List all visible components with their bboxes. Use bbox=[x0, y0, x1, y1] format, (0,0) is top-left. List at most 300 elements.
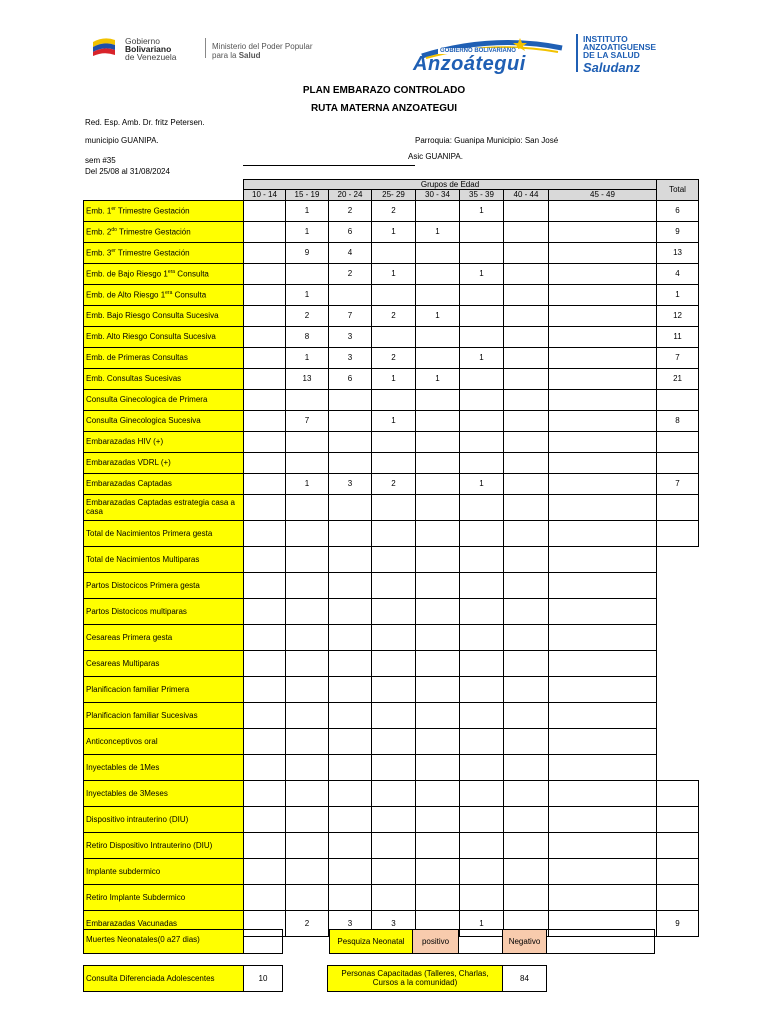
table-cell[interactable] bbox=[329, 702, 372, 728]
table-cell[interactable] bbox=[504, 728, 549, 754]
table-cell[interactable] bbox=[286, 598, 329, 624]
table-cell[interactable] bbox=[416, 494, 460, 520]
table-cell[interactable] bbox=[329, 832, 372, 858]
table-cell[interactable]: 3 bbox=[329, 910, 372, 936]
table-cell[interactable] bbox=[244, 884, 286, 910]
table-cell[interactable] bbox=[244, 284, 286, 305]
table-cell[interactable] bbox=[460, 884, 504, 910]
table-cell[interactable] bbox=[286, 624, 329, 650]
table-cell[interactable]: 1 bbox=[286, 284, 329, 305]
table-cell[interactable]: 1 bbox=[460, 347, 504, 368]
total-cell[interactable] bbox=[657, 884, 699, 910]
table-cell[interactable] bbox=[460, 410, 504, 431]
table-cell[interactable] bbox=[329, 728, 372, 754]
table-cell[interactable] bbox=[549, 754, 657, 780]
table-row bbox=[84, 702, 699, 728]
table-cell[interactable] bbox=[416, 284, 460, 305]
table-cell[interactable] bbox=[244, 650, 286, 676]
table-cell[interactable]: 1 bbox=[286, 221, 329, 242]
table-cell[interactable] bbox=[504, 624, 549, 650]
table-cell[interactable]: 6 bbox=[329, 368, 372, 389]
table-cell[interactable]: 1 bbox=[416, 368, 460, 389]
consulta-adolescentes-value[interactable]: 10 bbox=[243, 965, 283, 992]
table-cell[interactable] bbox=[549, 676, 657, 702]
table-cell[interactable] bbox=[329, 452, 372, 473]
table-cell[interactable] bbox=[372, 452, 416, 473]
table-cell[interactable] bbox=[329, 780, 372, 806]
table-cell[interactable] bbox=[416, 780, 460, 806]
total-cell-blank bbox=[657, 598, 699, 624]
table-cell[interactable]: 1 bbox=[286, 473, 329, 494]
table-cell[interactable] bbox=[416, 806, 460, 832]
row-label bbox=[84, 702, 244, 728]
row-label bbox=[84, 676, 244, 702]
table-cell[interactable] bbox=[416, 624, 460, 650]
table-cell[interactable] bbox=[460, 452, 504, 473]
table-cell[interactable] bbox=[329, 806, 372, 832]
table-cell[interactable] bbox=[504, 494, 549, 520]
table-cell[interactable] bbox=[549, 200, 657, 221]
table-cell[interactable] bbox=[329, 546, 372, 572]
table-cell[interactable] bbox=[504, 598, 549, 624]
table-cell[interactable] bbox=[504, 284, 549, 305]
table-cell[interactable] bbox=[504, 263, 549, 284]
table-cell[interactable] bbox=[372, 284, 416, 305]
table-cell[interactable] bbox=[504, 650, 549, 676]
table-cell[interactable] bbox=[286, 520, 329, 546]
table-cell[interactable] bbox=[460, 572, 504, 598]
total-cell-blank bbox=[657, 624, 699, 650]
table-cell[interactable] bbox=[504, 520, 549, 546]
total-cell[interactable] bbox=[657, 858, 699, 884]
table-cell[interactable]: 2 bbox=[286, 910, 329, 936]
table-cell[interactable] bbox=[416, 389, 460, 410]
table-cell[interactable] bbox=[549, 858, 657, 884]
table-cell[interactable] bbox=[244, 676, 286, 702]
personas-capacitadas-value[interactable]: 84 bbox=[502, 965, 547, 992]
table-cell[interactable] bbox=[504, 780, 549, 806]
table-cell[interactable]: 1 bbox=[460, 200, 504, 221]
table-cell[interactable] bbox=[460, 494, 504, 520]
table-cell[interactable] bbox=[244, 200, 286, 221]
table-cell[interactable] bbox=[460, 221, 504, 242]
row-label-superscript: er bbox=[111, 206, 116, 213]
table-cell[interactable] bbox=[549, 806, 657, 832]
table-cell[interactable] bbox=[549, 263, 657, 284]
table-cell[interactable] bbox=[286, 650, 329, 676]
table-cell[interactable] bbox=[244, 452, 286, 473]
table-cell[interactable] bbox=[244, 624, 286, 650]
table-cell[interactable] bbox=[329, 754, 372, 780]
total-cell[interactable]: 4 bbox=[657, 263, 699, 284]
table-cell[interactable] bbox=[549, 347, 657, 368]
table-cell[interactable] bbox=[329, 572, 372, 598]
table-cell[interactable]: 1 bbox=[416, 221, 460, 242]
table-cell[interactable] bbox=[244, 728, 286, 754]
table-cell[interactable] bbox=[244, 410, 286, 431]
table-row bbox=[84, 389, 699, 410]
table-cell[interactable] bbox=[504, 884, 549, 910]
table-cell[interactable] bbox=[549, 624, 657, 650]
table-cell[interactable] bbox=[244, 473, 286, 494]
table-cell[interactable] bbox=[416, 410, 460, 431]
table-cell[interactable] bbox=[549, 368, 657, 389]
table-cell[interactable] bbox=[244, 832, 286, 858]
table-cell[interactable] bbox=[372, 832, 416, 858]
table-cell[interactable] bbox=[244, 368, 286, 389]
table-cell[interactable]: 1 bbox=[416, 305, 460, 326]
total-cell[interactable]: 21 bbox=[657, 368, 699, 389]
table-cell[interactable] bbox=[416, 884, 460, 910]
table-cell[interactable]: 13 bbox=[286, 368, 329, 389]
table-cell[interactable] bbox=[372, 624, 416, 650]
table-cell[interactable] bbox=[504, 452, 549, 473]
table-cell[interactable] bbox=[372, 242, 416, 263]
total-cell[interactable]: 7 bbox=[657, 473, 699, 494]
table-cell[interactable] bbox=[504, 546, 549, 572]
total-cell[interactable] bbox=[657, 494, 699, 520]
table-cell[interactable] bbox=[460, 368, 504, 389]
table-cell[interactable] bbox=[244, 520, 286, 546]
table-cell[interactable] bbox=[460, 780, 504, 806]
table-cell[interactable] bbox=[286, 702, 329, 728]
table-cell[interactable] bbox=[549, 650, 657, 676]
table-cell[interactable] bbox=[244, 858, 286, 884]
table-cell[interactable] bbox=[329, 494, 372, 520]
total-cell[interactable]: 7 bbox=[657, 347, 699, 368]
total-cell[interactable] bbox=[657, 780, 699, 806]
table-cell[interactable]: 1 bbox=[372, 263, 416, 284]
table-row bbox=[84, 410, 699, 431]
table-cell[interactable] bbox=[372, 572, 416, 598]
table-cell[interactable] bbox=[504, 431, 549, 452]
table-cell[interactable] bbox=[372, 780, 416, 806]
table-cell[interactable] bbox=[372, 728, 416, 754]
table-cell[interactable] bbox=[372, 431, 416, 452]
table-cell[interactable] bbox=[372, 494, 416, 520]
table-cell[interactable] bbox=[244, 305, 286, 326]
table-cell[interactable] bbox=[460, 546, 504, 572]
table-cell[interactable] bbox=[549, 305, 657, 326]
table-cell[interactable]: 1 bbox=[460, 263, 504, 284]
table-cell[interactable] bbox=[504, 832, 549, 858]
table-cell[interactable]: 1 bbox=[372, 221, 416, 242]
total-cell[interactable]: 9 bbox=[657, 910, 699, 936]
row-label bbox=[84, 572, 244, 598]
table-cell[interactable] bbox=[286, 572, 329, 598]
table-cell[interactable] bbox=[460, 305, 504, 326]
table-cell[interactable]: 3 bbox=[329, 347, 372, 368]
table-cell[interactable] bbox=[329, 624, 372, 650]
table-cell[interactable] bbox=[504, 389, 549, 410]
table-cell[interactable] bbox=[329, 650, 372, 676]
table-cell[interactable] bbox=[244, 242, 286, 263]
table-cell[interactable] bbox=[549, 389, 657, 410]
table-cell[interactable] bbox=[504, 572, 549, 598]
table-cell[interactable] bbox=[244, 780, 286, 806]
table-cell[interactable] bbox=[549, 284, 657, 305]
row-label-text: Emb. 2 bbox=[86, 227, 112, 237]
table-cell[interactable] bbox=[244, 702, 286, 728]
table-cell[interactable] bbox=[329, 431, 372, 452]
table-cell[interactable] bbox=[549, 598, 657, 624]
table-cell[interactable] bbox=[416, 242, 460, 263]
table-cell[interactable]: 1 bbox=[372, 368, 416, 389]
table-cell[interactable]: 7 bbox=[286, 410, 329, 431]
table-cell[interactable] bbox=[549, 520, 657, 546]
table-cell[interactable] bbox=[244, 347, 286, 368]
table-cell[interactable] bbox=[372, 676, 416, 702]
table-cell[interactable] bbox=[329, 858, 372, 884]
table-cell[interactable] bbox=[416, 347, 460, 368]
table-cell[interactable] bbox=[416, 702, 460, 728]
table-cell[interactable] bbox=[504, 702, 549, 728]
table-cell[interactable] bbox=[460, 389, 504, 410]
total-cell[interactable]: 8 bbox=[657, 410, 699, 431]
table-cell[interactable] bbox=[549, 884, 657, 910]
table-cell[interactable] bbox=[549, 410, 657, 431]
table-cell[interactable]: 2 bbox=[372, 305, 416, 326]
table-cell[interactable] bbox=[286, 389, 329, 410]
table-cell[interactable] bbox=[416, 858, 460, 884]
table-cell[interactable]: 1 bbox=[372, 410, 416, 431]
table-cell[interactable] bbox=[286, 452, 329, 473]
row-label-text: Inyectables de 3Meses bbox=[86, 788, 168, 798]
table-cell[interactable] bbox=[549, 494, 657, 520]
table-cell[interactable] bbox=[504, 473, 549, 494]
table-cell[interactable] bbox=[549, 546, 657, 572]
total-cell[interactable]: 6 bbox=[657, 200, 699, 221]
table-cell[interactable] bbox=[549, 452, 657, 473]
table-cell[interactable] bbox=[504, 347, 549, 368]
total-cell[interactable]: 13 bbox=[657, 242, 699, 263]
table-cell[interactable] bbox=[372, 389, 416, 410]
table-cell[interactable] bbox=[504, 858, 549, 884]
table-cell[interactable] bbox=[244, 326, 286, 347]
total-cell[interactable]: 1 bbox=[657, 284, 699, 305]
table-cell[interactable] bbox=[244, 806, 286, 832]
table-cell[interactable]: 8 bbox=[286, 326, 329, 347]
table-row bbox=[84, 728, 699, 754]
total-cell-blank bbox=[657, 650, 699, 676]
table-cell[interactable] bbox=[372, 806, 416, 832]
total-cell[interactable] bbox=[657, 431, 699, 452]
table-cell[interactable] bbox=[460, 754, 504, 780]
muertes-neonatales-value[interactable] bbox=[243, 929, 283, 954]
table-cell[interactable] bbox=[416, 546, 460, 572]
table-row bbox=[84, 884, 699, 910]
total-cell[interactable] bbox=[657, 452, 699, 473]
table-cell[interactable] bbox=[460, 858, 504, 884]
table-cell[interactable] bbox=[416, 520, 460, 546]
table-cell[interactable] bbox=[329, 676, 372, 702]
row-label bbox=[84, 832, 244, 858]
table-cell[interactable] bbox=[372, 326, 416, 347]
table-cell[interactable] bbox=[329, 520, 372, 546]
table-cell[interactable] bbox=[244, 598, 286, 624]
table-cell[interactable]: 4 bbox=[329, 242, 372, 263]
table-cell[interactable]: 6 bbox=[329, 221, 372, 242]
table-cell[interactable] bbox=[416, 598, 460, 624]
table-cell[interactable] bbox=[504, 242, 549, 263]
table-cell[interactable]: 3 bbox=[329, 473, 372, 494]
total-cell[interactable]: 11 bbox=[657, 326, 699, 347]
table-cell[interactable] bbox=[244, 221, 286, 242]
table-cell[interactable] bbox=[549, 702, 657, 728]
table-cell[interactable] bbox=[286, 494, 329, 520]
table-cell[interactable] bbox=[244, 546, 286, 572]
row-label-text: Emb. Alto Riesgo Consulta Sucesiva bbox=[86, 332, 216, 341]
table-cell[interactable]: 2 bbox=[286, 305, 329, 326]
table-cell[interactable]: 2 bbox=[372, 200, 416, 221]
positivo-value[interactable] bbox=[458, 929, 503, 954]
table-cell[interactable] bbox=[504, 221, 549, 242]
table-cell[interactable] bbox=[504, 410, 549, 431]
table-cell[interactable] bbox=[244, 389, 286, 410]
table-cell[interactable] bbox=[416, 572, 460, 598]
table-cell[interactable]: 9 bbox=[286, 242, 329, 263]
sem-label: sem #35 bbox=[85, 156, 116, 165]
table-cell[interactable] bbox=[460, 598, 504, 624]
table-cell[interactable] bbox=[460, 832, 504, 858]
table-cell[interactable] bbox=[416, 326, 460, 347]
table-cell[interactable] bbox=[372, 520, 416, 546]
table-cell[interactable] bbox=[286, 546, 329, 572]
table-cell[interactable] bbox=[286, 884, 329, 910]
table-cell[interactable]: 2 bbox=[329, 200, 372, 221]
table-cell[interactable] bbox=[286, 754, 329, 780]
table-cell[interactable] bbox=[372, 546, 416, 572]
table-cell[interactable] bbox=[504, 806, 549, 832]
table-cell[interactable]: 2 bbox=[372, 347, 416, 368]
table-cell[interactable] bbox=[286, 431, 329, 452]
table-cell[interactable] bbox=[372, 650, 416, 676]
table-cell[interactable] bbox=[416, 754, 460, 780]
table-cell[interactable] bbox=[244, 572, 286, 598]
table-cell[interactable] bbox=[244, 263, 286, 284]
table-cell[interactable] bbox=[372, 858, 416, 884]
table-cell[interactable] bbox=[286, 263, 329, 284]
table-cell[interactable] bbox=[549, 242, 657, 263]
table-cell[interactable] bbox=[460, 326, 504, 347]
table-cell[interactable]: 2 bbox=[372, 473, 416, 494]
table-cell[interactable] bbox=[286, 858, 329, 884]
table-cell[interactable] bbox=[329, 389, 372, 410]
table-cell[interactable] bbox=[460, 702, 504, 728]
table-cell[interactable] bbox=[329, 598, 372, 624]
row-label bbox=[84, 347, 244, 368]
table-cell[interactable] bbox=[416, 263, 460, 284]
table-cell[interactable] bbox=[460, 676, 504, 702]
negativo-value[interactable] bbox=[546, 929, 655, 954]
table-cell[interactable] bbox=[460, 520, 504, 546]
row-label-text: Embarazadas Captadas bbox=[86, 479, 172, 488]
ministry-line1: Ministerio del Poder Popular bbox=[212, 42, 313, 51]
table-cell[interactable] bbox=[504, 754, 549, 780]
table-cell[interactable] bbox=[286, 806, 329, 832]
table-cell[interactable] bbox=[416, 200, 460, 221]
table-cell[interactable] bbox=[416, 431, 460, 452]
table-cell[interactable] bbox=[416, 650, 460, 676]
table-cell[interactable] bbox=[416, 452, 460, 473]
table-row bbox=[84, 200, 699, 221]
table-cell[interactable] bbox=[244, 494, 286, 520]
table-cell[interactable] bbox=[416, 676, 460, 702]
table-cell[interactable] bbox=[460, 650, 504, 676]
table-cell[interactable]: 7 bbox=[329, 305, 372, 326]
table-cell[interactable] bbox=[460, 284, 504, 305]
table-cell[interactable] bbox=[329, 284, 372, 305]
table-cell[interactable] bbox=[549, 431, 657, 452]
row-label bbox=[84, 368, 244, 389]
table-cell[interactable] bbox=[329, 410, 372, 431]
table-row bbox=[84, 676, 699, 702]
table-cell[interactable] bbox=[286, 832, 329, 858]
table-cell[interactable] bbox=[549, 572, 657, 598]
table-cell[interactable] bbox=[460, 624, 504, 650]
total-cell[interactable] bbox=[657, 832, 699, 858]
table-cell[interactable] bbox=[372, 754, 416, 780]
table-cell[interactable] bbox=[286, 780, 329, 806]
table-cell[interactable] bbox=[504, 200, 549, 221]
table-cell[interactable] bbox=[416, 728, 460, 754]
table-cell[interactable]: 1 bbox=[460, 473, 504, 494]
table-cell[interactable] bbox=[416, 473, 460, 494]
table-cell[interactable] bbox=[372, 598, 416, 624]
total-cell[interactable]: 9 bbox=[657, 221, 699, 242]
table-cell[interactable] bbox=[504, 305, 549, 326]
table-cell[interactable] bbox=[549, 326, 657, 347]
table-cell[interactable] bbox=[460, 242, 504, 263]
row-label-text: Emb. 3 bbox=[86, 248, 112, 258]
row-label-text: Consulta Ginecologica Sucesiva bbox=[86, 416, 201, 425]
table-cell[interactable] bbox=[549, 728, 657, 754]
table-cell[interactable] bbox=[504, 676, 549, 702]
table-cell[interactable] bbox=[286, 728, 329, 754]
total-cell[interactable] bbox=[657, 520, 699, 546]
table-cell[interactable]: 1 bbox=[286, 200, 329, 221]
table-cell[interactable]: 1 bbox=[286, 347, 329, 368]
table-cell[interactable] bbox=[549, 832, 657, 858]
table-cell[interactable] bbox=[460, 806, 504, 832]
table-cell[interactable] bbox=[416, 832, 460, 858]
row-label bbox=[84, 410, 244, 431]
table-row bbox=[84, 780, 699, 806]
row-label-text: Cesareas Multiparas bbox=[86, 658, 160, 668]
table-cell[interactable]: 2 bbox=[329, 263, 372, 284]
table-cell[interactable] bbox=[329, 884, 372, 910]
table-cell[interactable] bbox=[504, 368, 549, 389]
table-cell[interactable] bbox=[549, 221, 657, 242]
table-cell[interactable]: 3 bbox=[372, 910, 416, 936]
table-cell[interactable] bbox=[549, 780, 657, 806]
table-cell[interactable]: 3 bbox=[329, 326, 372, 347]
table-cell[interactable] bbox=[372, 702, 416, 728]
table-cell[interactable] bbox=[244, 431, 286, 452]
table-cell[interactable] bbox=[372, 884, 416, 910]
table-cell[interactable]: 1 bbox=[460, 910, 504, 936]
table-cell[interactable] bbox=[504, 326, 549, 347]
total-cell[interactable] bbox=[657, 389, 699, 410]
table-cell[interactable] bbox=[549, 473, 657, 494]
table-cell[interactable] bbox=[286, 676, 329, 702]
table-cell[interactable] bbox=[460, 431, 504, 452]
table-cell[interactable] bbox=[244, 754, 286, 780]
total-cell[interactable]: 12 bbox=[657, 305, 699, 326]
row-label bbox=[84, 263, 244, 284]
total-cell[interactable] bbox=[657, 806, 699, 832]
table-cell[interactable] bbox=[460, 728, 504, 754]
